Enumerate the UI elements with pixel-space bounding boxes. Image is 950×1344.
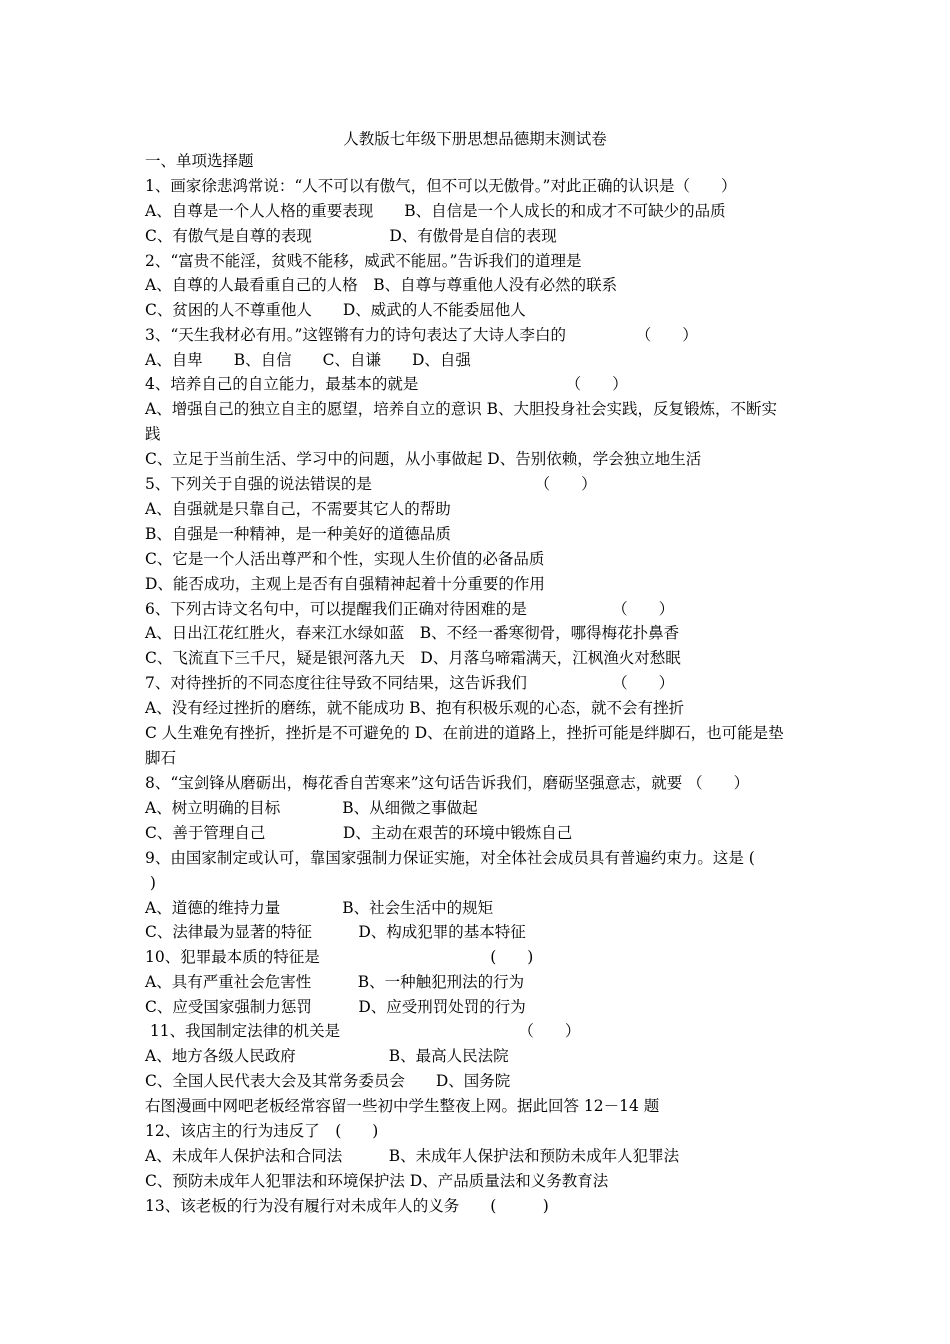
question-5: 5、下列关于自强的说法错误的是 （ ）: [145, 475, 597, 493]
question-2-options-ab: A、自尊的人最看重自己的人格 B、自尊与尊重他人没有必然的联系: [145, 276, 618, 294]
comic-instruction: 右图漫画中网吧老板经常容留一些初中学生整夜上网。据此回答 12－14 题: [145, 1097, 660, 1115]
question-2: 2、“富贵不能淫，贫贱不能移，威武不能屈。”告诉我们的道理是: [145, 252, 582, 270]
question-9: 9、由国家制定或认可，靠国家强制力保证实施，对全体社会成员具有普遍约束力。这是 (: [145, 849, 755, 867]
question-1: 1、画家徐悲鸿常说：“人不可以有傲气，但不可以无傲骨。”对此正确的认识是（ ）: [145, 177, 737, 195]
question-8-options-cd: C、善于管理自己 D、主动在艰苦的环境中锻炼自己: [145, 824, 573, 842]
question-13: 13、该老板的行为没有履行对未成年人的义务 ( ): [145, 1197, 549, 1215]
question-8-options-ab: A、树立明确的目标 B、从细微之事做起: [145, 799, 478, 817]
question-4-options-cd: C、立足于当前生活、学习中的问题，从小事做起 D、告别依赖，学会独立地生活: [145, 450, 702, 468]
question-7: 7、对待挫折的不同态度往往导致不同结果，这告诉我们 （ ）: [145, 674, 675, 692]
question-6: 6、下列古诗文名句中，可以提醒我们正确对待困难的是 （ ）: [145, 600, 675, 618]
question-12: 12、该店主的行为违反了 ( ): [145, 1122, 379, 1140]
question-7-options-cd: C 人生难免有挫折，挫折是不可避免的 D、在前进的道路上，挫折可能是绊脚石，也可能是垫: [145, 724, 784, 742]
question-7-options-ab: A、没有经过挫折的磨练，就不能成功 B、抱有积极乐观的心态，就不会有挫折: [145, 699, 685, 717]
question-6-options-ab: A、日出江花红胜火，春来江水绿如蓝 B、不经一番寒彻骨，哪得梅花扑鼻香: [145, 624, 680, 642]
question-10-options-cd: C、应受国家强制力惩罚 D、应受刑罚处罚的行为: [145, 998, 526, 1016]
question-11-options-ab: A、地方各级人民政府 B、最高人民法院: [145, 1047, 509, 1065]
question-1-options-cd: C、有傲气是自尊的表现 D、有傲骨是自信的表现: [145, 227, 557, 245]
question-6-options-cd: C、飞流直下三千尺，疑是银河落九天 D、月落乌啼霜满天，江枫渔火对愁眠: [145, 649, 681, 667]
question-5-option-a: A、自强就是只靠自己，不需要其它人的帮助: [145, 500, 451, 518]
section-heading: 一、单项选择题: [145, 152, 254, 170]
document-title: 人教版七年级下册思想品德期末测试卷: [343, 130, 607, 148]
question-7-options-cd-cont: 脚石: [145, 749, 177, 767]
question-9-options-cd: C、法律最为显著的特征 D、构成犯罪的基本特征: [145, 923, 526, 941]
question-9-options-ab: A、道德的维持力量 B、社会生活中的规矩: [145, 899, 494, 917]
question-10-options-ab: A、具有严重社会危害性 B、一种触犯刑法的行为: [145, 973, 525, 991]
question-4-options-ab: A、增强自己的独立自主的愿望，培养自立的意识 B、大胆投身社会实践，反复锻炼，不断实: [145, 400, 778, 418]
question-11: 11、我国制定法律的机关是 （ ）: [145, 1022, 581, 1040]
question-4: 4、培养自己的自立能力，最基本的就是 （ ）: [145, 375, 628, 393]
question-10: 10、犯罪最本质的特征是 ( ): [145, 948, 534, 966]
question-9-cont: ): [145, 874, 156, 892]
question-3-options: A、自卑 B、自信 C、自谦 D、自强: [145, 351, 471, 369]
question-12-options-cd: C、预防未成年人犯罪法和环境保护法 D、产品质量法和义务教育法: [145, 1172, 609, 1190]
question-8: 8、“宝剑锋从磨砺出，梅花香自苦寒来”这句话告诉我们，磨砺坚强意志，就要 （ ）: [145, 774, 750, 792]
question-2-options-cd: C、贫困的人不尊重他人 D、威武的人不能委屈他人: [145, 301, 526, 319]
question-11-options-cd: C、全国人民代表大会及其常务委员会 D、国务院: [145, 1072, 511, 1090]
question-5-option-c: C、它是一个人活出尊严和个性，实现人生价值的必备品质: [145, 550, 545, 568]
question-3: 3、“天生我材必有用。”这铿锵有力的诗句表达了大诗人李白的 （ ）: [145, 326, 698, 344]
question-5-option-b: B、自强是一种精神，是一种美好的道德品质: [145, 525, 451, 543]
question-4-options-ab-cont: 践: [145, 425, 161, 443]
question-1-options-ab: A、自尊是一个人人格的重要表现 B、自信是一个人成长的和成才不可缺少的品质: [145, 202, 726, 220]
question-12-options-ab: A、未成年人保护法和合同法 B、未成年人保护法和预防未成年人犯罪法: [145, 1147, 680, 1165]
question-5-option-d: D、能否成功，主观上是否有自强精神起着十分重要的作用: [145, 575, 545, 593]
